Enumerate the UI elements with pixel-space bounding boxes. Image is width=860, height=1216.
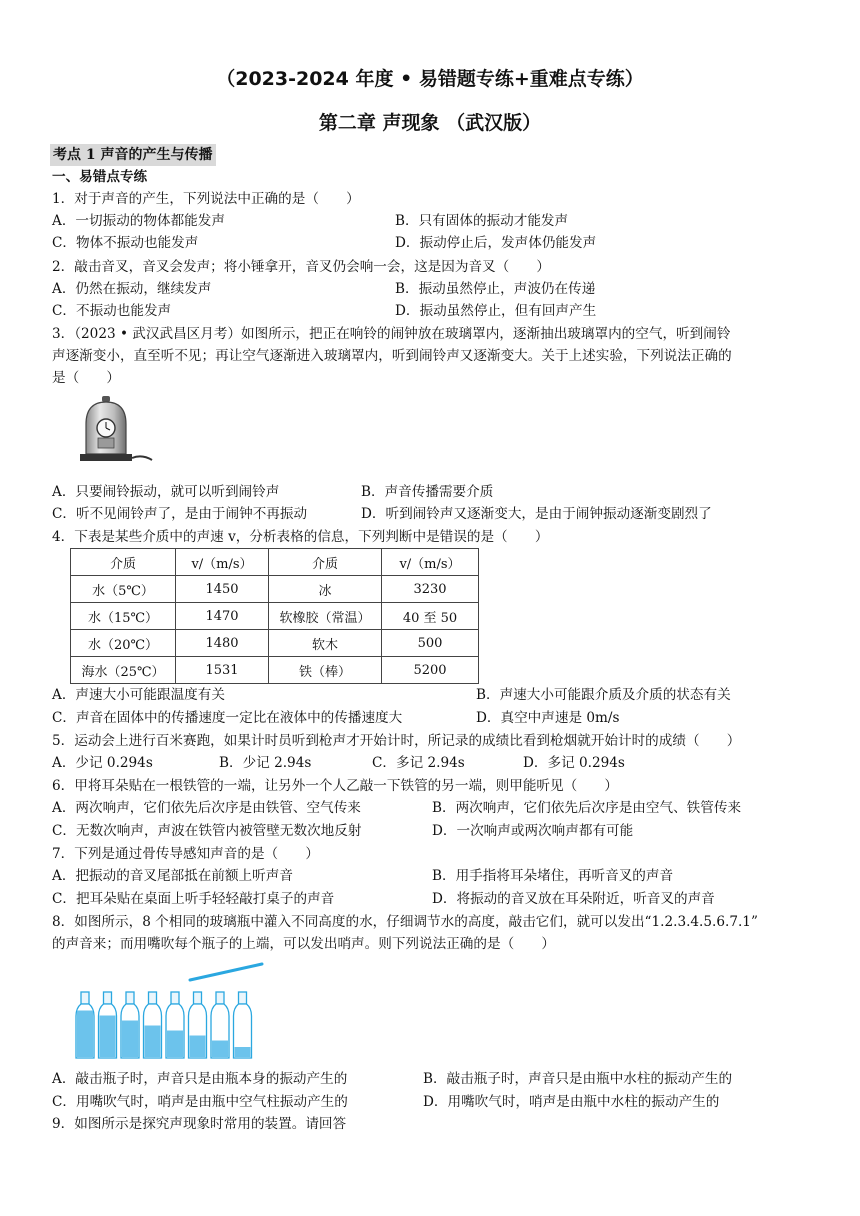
jar-knob [102,396,110,402]
water-column [77,1011,93,1058]
table-row [71,576,479,603]
glass-bottle [76,992,94,1058]
water-column [122,1021,138,1058]
table-cell: 1531 [176,657,269,684]
question-7-stem: 7．下列是通过骨传导感知声音的是（ ） [52,846,319,862]
table-cell: 水（15℃） [71,603,176,630]
chapter-title: 第二章 声现象 （武汉版） [318,112,542,134]
section-heading: 考点 1 声音的产生与传播 [50,144,216,166]
question-4-option-d: D．真空中声速是 0m/s [476,710,620,726]
question-9-stem: 9．如图所示是探究声现象时常用的装置。请回答 [52,1116,347,1132]
sound-speed-table [70,548,479,684]
question-8-stem-line-2: 的声音来；而用嘴吹每个瓶子的上端，可以发出哨声。则下列说法正确的是（ ） [52,936,555,952]
question-5-option-d: D．多记 0.294s [523,755,625,771]
table-cell: 5200 [382,657,479,684]
glass-bottle [189,992,207,1058]
question-4-option-c: C．声音在固体中的传播速度一定比在液体中的传播速度大 [52,710,403,726]
table-cell: 1450 [176,576,269,603]
question-1-stem: 1．对于声音的产生，下列说法中正确的是（ ） [52,191,360,207]
glass-bottle [166,992,184,1058]
question-8-option-a: A．敲击瓶子时，声音只是由瓶本身的振动产生的 [52,1071,348,1087]
question-2-option-c: C．不振动也能发声 [52,303,172,319]
question-5-option-c: C．多记 2.94s [372,755,465,771]
glass-bottle [121,992,139,1058]
question-3-stem-line-1: 3．（2023 • 武汉武昌区月考）如图所示，把正在响铃的闹钟放在玻璃罩内，逐渐抽出玻璃罩内的空气，听到闹铃 [52,326,731,342]
water-column [167,1031,183,1058]
question-3-stem-line-3: 是（ ） [52,370,120,386]
question-1-option-c: C．物体不振动也能发声 [52,235,199,251]
bell-jar-figure [76,394,156,472]
table-cell: 40 至 50 [382,603,479,630]
table-header-row [71,549,479,576]
question-8-option-c: C．用嘴吹气时，哨声是由瓶中空气柱振动产生的 [52,1094,348,1110]
water-column [100,1016,116,1058]
question-1-option-b: B．只有固体的振动才能发声 [395,213,569,229]
table-cell: 水（5℃） [71,576,176,603]
table-cell: 水（20℃） [71,630,176,657]
document-title: （2023-2024 年度 • 易错题专练+重难点专练） [216,68,644,90]
table-row [71,630,479,657]
table-cell: 冰 [269,576,382,603]
table-row [71,603,479,630]
question-7-option-a: A．把振动的音叉尾部抵在前额上听声音 [52,868,293,884]
question-1-option-a: A．一切振动的物体都能发声 [52,213,225,229]
question-6-stem: 6．甲将耳朵贴在一根铁管的一端，让另外一个人乙敲一下铁管的另一端，则甲能听见（ ） [52,778,618,794]
question-4-stem: 4．下表是某些介质中的声速 v，分析表格的信息，下列判断中是错误的是（ ） [52,529,549,545]
question-6-option-c: C．无数次响声，声波在铁管内被管壁无数次地反射 [52,823,362,839]
striking-stick [190,964,262,980]
question-8-option-d: D．用嘴吹气时，哨声是由瓶中水柱的振动产生的 [423,1094,720,1110]
table-header-cell: v/（m/s） [382,549,479,576]
question-4-option-b: B．声速大小可能跟介质及介质的状态有关 [476,687,731,703]
question-5-stem: 5．运动会上进行百米赛跑，如果计时员听到枪声才开始计时，所记录的成绩比看到枪烟就开始计时的成绩（ ） [52,733,741,749]
water-bottles-figure [72,958,272,1062]
question-2-option-b: B．振动虽然停止，声波仍在传递 [395,281,596,297]
table-header-cell: 介质 [71,549,176,576]
question-6-option-d: D．一次响声或两次响声都有可能 [432,823,634,839]
question-3-stem-line-2: 声逐渐变小，直至听不见；再让空气逐渐进入玻璃罩内，听到闹铃声又逐渐变大。关于上述实验，下列说法正确的 [52,348,732,364]
question-4-option-a: A．声速大小可能跟温度有关 [52,687,225,703]
question-8-stem-line-1: 8．如图所示，8 个相同的玻璃瓶中灌入不同高度的水，仔细调节水的高度，敲击它们，就可以发出“1.2.3.4.5.6.7.1” [52,914,758,930]
table-cell: 铁（棒） [269,657,382,684]
jar-base [80,454,132,461]
table-header-cell: 介质 [269,549,382,576]
glass-bottle [144,992,162,1058]
question-3-option-d: D．听到闹铃声又逐渐变大，是由于闹钟振动逐渐变剧烈了 [361,506,712,522]
water-column [235,1047,251,1057]
table-cell: 海水（25℃） [71,657,176,684]
glass-bottle [99,992,117,1058]
question-7-option-b: B．用手指将耳朵堵住，再听音叉的声音 [432,868,674,884]
question-3-option-b: B．声音传播需要介质 [361,484,494,500]
table-row [71,657,479,684]
water-column [145,1026,161,1058]
question-3-option-a: A．只要闹铃振动，就可以听到闹铃声 [52,484,280,500]
water-column [212,1041,228,1058]
table-cell: 500 [382,630,479,657]
question-6-option-a: A．两次响声，它们依先后次序是由铁管、空气传来 [52,800,361,816]
table-cell: 1470 [176,603,269,630]
glass-bottle [211,992,229,1058]
question-1-option-d: D．振动停止后，发声体仍能发声 [395,235,597,251]
question-2-option-d: D．振动虽然停止，但有回声产生 [395,303,597,319]
question-2-stem: 2．敲击音叉，音叉会发声；将小锤拿开，音叉仍会响一会，这是因为音叉（ ） [52,259,551,275]
water-column [190,1036,206,1058]
question-5-option-b: B．少记 2.94s [219,755,312,771]
question-8-option-b: B．敲击瓶子时，声音只是由瓶中水柱的振动产生的 [423,1071,733,1087]
question-5-option-a: A．少记 0.294s [52,755,153,771]
subsection-heading: 一、易错点专练 [52,169,148,185]
table-cell: 软木 [269,630,382,657]
table-header-cell: v/（m/s） [176,549,269,576]
table-cell: 软橡胶（常温） [269,603,382,630]
question-2-option-a: A．仍然在振动，继续发声 [52,281,212,297]
question-3-option-c: C．听不见闹铃声了，是由于闹钟不再振动 [52,506,308,522]
air-tube [132,456,152,460]
glass-bottle [234,992,252,1058]
table-cell: 1480 [176,630,269,657]
table-cell: 3230 [382,576,479,603]
question-7-option-c: C．把耳朵贴在桌面上听手轻轻敲打桌子的声音 [52,891,335,907]
question-7-option-d: D．将振动的音叉放在耳朵附近，听音叉的声音 [432,891,715,907]
question-6-option-b: B．两次响声，它们依先后次序是由空气、铁管传来 [432,800,742,816]
